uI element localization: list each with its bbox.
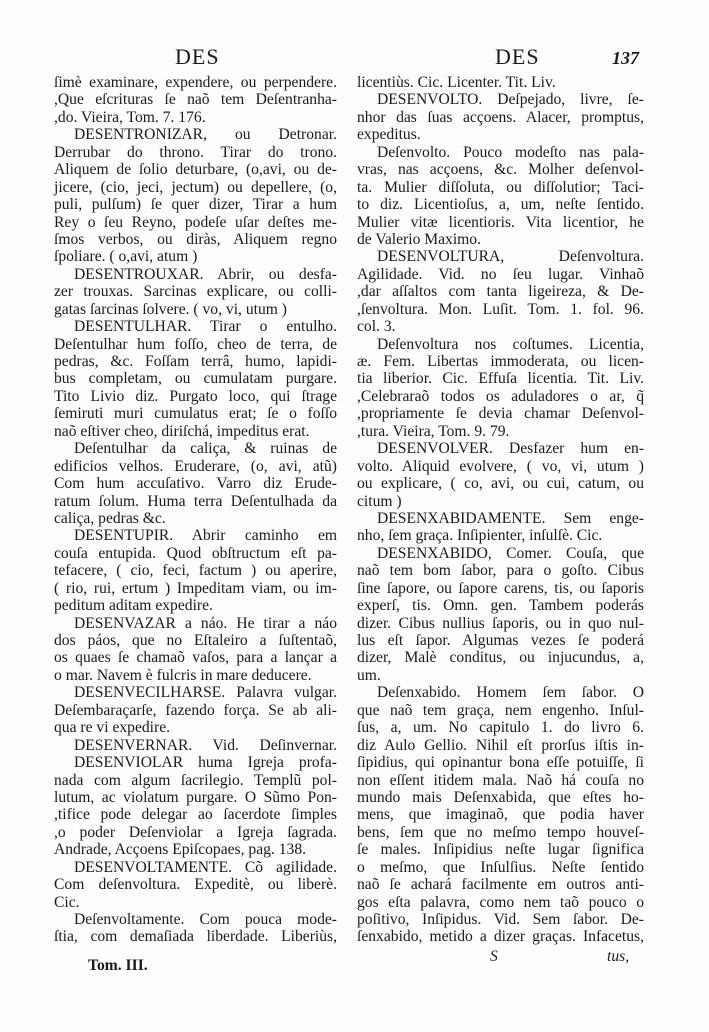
text-line: dizer. Cibus nullius ſaporis, ou in quo nul- xyxy=(357,614,644,632)
text-line: DESENXABIDO, Comer. Couſa, que xyxy=(377,544,644,562)
text-line: Deſembaraçarſe, fazendo força. Se ab ali- xyxy=(54,701,337,719)
text-line: ſmos verbos, ou diràs, Aliquem regno xyxy=(54,230,337,248)
text-line: ,tifice pode delegar ao ſacerdote ſimples xyxy=(54,806,337,824)
text-line: ,Que eſcrituras ſe naõ tem Deſentranha- xyxy=(54,91,337,109)
text-line: naõ tem bom ſabor, para o goſto. Cibus xyxy=(357,562,644,580)
text-line: diz Aulo Gellio. Nihil eſt prorſus iſtis in- xyxy=(357,736,644,754)
text-line: col. 3. xyxy=(357,318,396,336)
text-line: ta. Mulier diſſoluta, ou diſſolutior; Taci- xyxy=(357,178,644,196)
text-line: Deſenvoltamente. Com pouca mode- xyxy=(74,911,337,928)
text-line: ( rio, rui, ertum ) Impeditam viam, ou im- xyxy=(54,579,337,597)
text-line: volto. Aliquid evolvere, ( vo, vi, utum ) xyxy=(357,457,644,475)
running-head-left: DES xyxy=(175,44,220,69)
text-line: DESENTUPIR. Abrir caminho em xyxy=(74,527,337,545)
text-line: o mar. Navem è fulcris in mare deducere. xyxy=(54,666,312,684)
text-line: bens, ſem que no meſmo tempo houveſ- xyxy=(357,823,644,841)
text-line: non eſſent itidem mala. Naõ há couſa no xyxy=(357,771,644,789)
text-line: zer trouxas. Sarcinas explicare, ou colli- xyxy=(54,283,337,301)
text-line: caliça, pedras &c. xyxy=(54,509,166,527)
text-line: Tito Livio diz. Purgato loco, qui ſtrage xyxy=(54,387,337,405)
text-line: nada com algum ſacrilegio. Templũ pol- xyxy=(54,771,337,789)
text-line: ,ſenvoltura. Mon. Luſit. Tom. 1. fol. 96. xyxy=(357,300,644,318)
text-line: Agilidade. Vid. no ſeu lugar. Vinhaõ xyxy=(357,265,644,283)
text-line: DESENVOLVER. Desfazer hum en- xyxy=(377,440,644,458)
text-line: um. xyxy=(357,666,381,684)
text-line: ſipidius, qui opinantur bona eſſe potuiſſe, ſi xyxy=(357,754,644,772)
text-line: DESENTULHAR. Tirar o entulho. xyxy=(74,318,337,336)
text-line: que naõ tem graça, nem engenho. Inſul- xyxy=(357,701,644,719)
text-line: Deſenvoltura nos coſtumes. Licentia, xyxy=(377,335,644,353)
text-line: ſus, a, um. No capitulo 1. do livro 6. xyxy=(357,719,644,737)
text-line: os quaes ſe chamaõ vaſos, para a lançar a xyxy=(54,649,337,667)
text-line: DESENVECILHARSE. Palavra vulgar. xyxy=(74,684,337,702)
text-line: ſpoliare. ( o,avi, atum ) xyxy=(54,248,198,266)
text-line: naõ eſtiver cheo, diriſchá, impeditus erat. xyxy=(54,422,310,440)
text-line: DESENTROUXAR. Abrir, ou desfa- xyxy=(74,265,337,283)
text-line: ,do. Vieira, Tom. 7. 176. xyxy=(54,108,206,126)
text-line: puli, pulſum) ſe quer dizer, Tirar a hum xyxy=(54,196,337,214)
text-line: naõ ſe achará facilmente em outros anti- xyxy=(357,876,644,894)
text-line: gos eſta palavra, como nem taõ pouco o xyxy=(357,893,644,911)
text-line: nho, ſem graça. Inſipienter, inſulſè. Cic. xyxy=(357,527,603,545)
text-line: bus completam, ou cumulatam purgare. xyxy=(54,370,337,388)
text-line: Deſentulhar hum foſſo, cheo de terra, de xyxy=(54,335,337,353)
text-line: ,dar aſſaltos com tanta ligeireza, & De- xyxy=(357,283,644,301)
text-line: gatas ſarcinas ſolvere. ( vo, vi, utum ) xyxy=(54,300,287,318)
text-line: æ. Fem. Libertas immoderata, ou licen- xyxy=(357,353,644,370)
signature-mark: S xyxy=(490,948,498,965)
text-line: ,o poder Deſenviolar a Igreja ſagrada. xyxy=(54,823,337,841)
text-line: poſitivo, Inſipidus. Vid. Sem ſabor. De- xyxy=(357,911,644,928)
text-line: Aliquem de ſolio deturbare, (o,avi, ou de- xyxy=(54,161,337,179)
text-line: DESENXABIDAMENTE. Sem enge- xyxy=(377,509,644,527)
text-line: peditum aditam expedire. xyxy=(54,597,213,615)
text-line: DESENVOLTURA, Deſenvoltura. xyxy=(377,248,644,266)
text-line: ou explicare, ( co, avi, ou cui, catum, ou xyxy=(357,475,644,493)
text-line: edificios velhos. Eruderare, (o, avi, atũ) xyxy=(54,457,337,475)
text-line: ,tura. Vieira, Tom. 9. 79. xyxy=(357,422,510,440)
running-head-right: DES xyxy=(495,44,540,69)
text-line: DESENTRONIZAR, ou Detronar. xyxy=(74,126,337,144)
left-column xyxy=(54,74,337,946)
volume-footer: Tom. III. xyxy=(88,957,148,974)
right-column xyxy=(357,74,644,946)
text-line: citum ) xyxy=(357,492,402,510)
text-line: expeditus. xyxy=(357,126,421,144)
text-line: pedras, &c. Foſſam terrâ, humo, lapidi- xyxy=(54,353,337,370)
text-line: Rey o ſeu Reyno, podeſe uſar deſtes me- xyxy=(54,213,337,231)
text-line: dizer, Malè conditus, ou injucundus, a, xyxy=(357,649,644,667)
text-line: couſa entupida. Quod obſtructum eſt pa- xyxy=(54,544,337,562)
text-line: qua re vi expedire. xyxy=(54,719,171,737)
text-line: mens, que imaginaõ, que podia haver xyxy=(357,806,644,824)
text-line: jicere, (cio, jeci, jectum) ou depellere, (o, xyxy=(54,178,337,196)
text-line: dos páos, que no Eſtaleiro a ſuſtentaõ, xyxy=(54,632,337,649)
text-line: ſtia, com demaſiada liberdade. Liberiùs, xyxy=(54,928,337,946)
text-line: ſe males. Inſipidius neſte lugar ſignifica xyxy=(357,841,644,859)
text-line: DESENVIOLAR huma Igreja profa- xyxy=(74,754,337,772)
text-line: ratum ſolum. Huma terra Deſentulhada da xyxy=(54,492,337,510)
text-line: ſine ſapore, ou ſapore carens, tis, ou ſaporis xyxy=(357,579,644,597)
page-number: 137 xyxy=(612,48,639,68)
text-line: de Valerio Maximo. xyxy=(357,230,482,248)
text-line: Com deſenvoltura. Expeditè, ou liberè. xyxy=(54,876,337,894)
text-line: DESENVAZAR a náo. He tirar a náo xyxy=(74,614,337,632)
text-line: lus eſt ſapor. Algumas vezes ſe poderá xyxy=(357,632,644,649)
text-line: DESENVOLTO. Deſpejado, livre, ſe- xyxy=(377,91,644,109)
text-line: DESENVERNAR. Vid. Deſinvernar. xyxy=(74,736,337,754)
text-line: lutum, ac violatum purgare. O Sũmo Pon- xyxy=(54,788,337,806)
text-line: Mulier vitæ licentioris. Vita licentior, he xyxy=(357,213,644,231)
text-line: Derrubar do throno. Tirar do trono. xyxy=(54,143,337,161)
catchword: tus, xyxy=(607,948,630,965)
text-line: mundo mais Deſenxabida, que eſtes ho- xyxy=(357,788,644,806)
text-line: Deſenxabido. Homem ſem ſabor. O xyxy=(377,684,644,702)
text-line: tefacere, ( cio, feci, factum ) ou aperire, xyxy=(54,562,337,580)
text-line: to diz. Licentioſus, a, um, neſte ſentido. xyxy=(357,196,644,214)
text-line: Andrade, Acçoens Epiſcopaes, pag. 138. xyxy=(54,841,307,859)
text-line: ſemiruti muri cumulatus erat; ſe o foſſo xyxy=(54,405,337,423)
text-line: Cic. xyxy=(54,893,80,911)
text-line: Deſenvolto. Pouco modeſto nas pala- xyxy=(377,143,644,161)
text-line: Com hum accuſativo. Varro diz Erude- xyxy=(54,475,337,493)
text-line: ſimè examinare, expendere, ou perpendere. xyxy=(54,74,337,91)
text-line: ,propriamente ſe devia chamar Deſenvol- xyxy=(357,405,644,423)
text-line: Deſentulhar da caliça, & ruinas de xyxy=(74,440,337,458)
text-line: vras, nas acçoens, &c. Molher deſenvol- xyxy=(357,161,644,179)
text-line: DESENVOLTAMENTE. Cõ agilidade. xyxy=(74,858,337,876)
text-line: o meſmo, que Inſulſius. Neſte ſentido xyxy=(357,858,644,876)
text-line: ſenxabido, metido a dizer graças. Infacetus, xyxy=(357,928,644,946)
text-line: nhor das ſuas acçoens. Alacer, promptus, xyxy=(357,108,644,126)
text-line: tia liberior. Cic. Effuſa licentia. Tit. Liv. xyxy=(357,370,644,388)
text-line: licentiùs. Cic. Licenter. Tit. Liv. xyxy=(357,74,556,91)
text-line: ,Celebraraõ todos os aduladores o ar, q̃ xyxy=(357,387,644,405)
text-line: experſ, tis. Omn. gen. Tambem poderás xyxy=(357,597,644,615)
